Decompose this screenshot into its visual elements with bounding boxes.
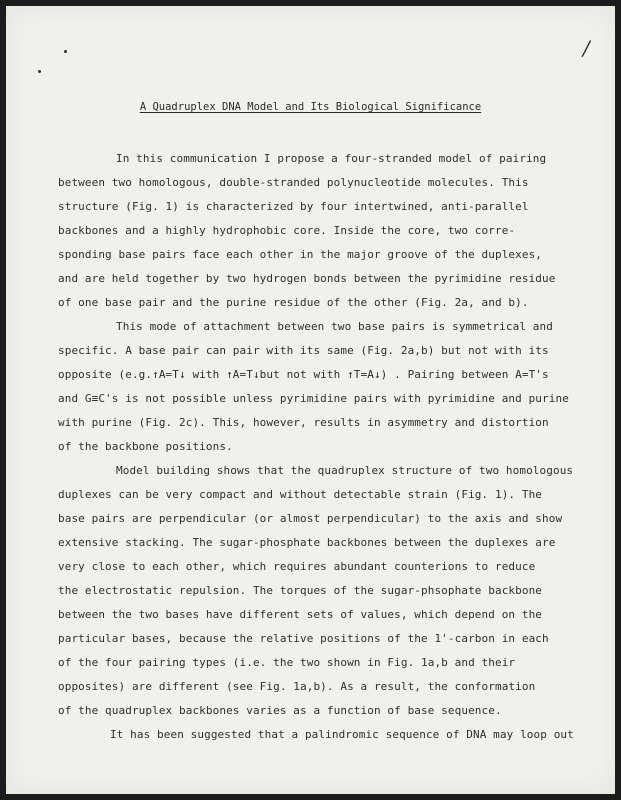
text-line: with purine (Fig. 2c). This, however, results in asymmetry and distortion xyxy=(58,416,549,429)
typewritten-page xyxy=(6,6,615,794)
text-line: extensive stacking. The sugar-phosphate backbones between the duplexes are xyxy=(58,536,556,549)
text-line: This mode of attachment between two base pairs is symmetrical and xyxy=(116,320,553,333)
ink-speck xyxy=(64,50,67,53)
text-line: opposites) are different (see Fig. 1a,b). As a result, the conformation xyxy=(58,680,536,693)
text-line: of the quadruplex backbones varies as a function of base sequence. xyxy=(58,704,502,717)
text-line: sponding base pairs face each other in the major groove of the duplexes, xyxy=(58,248,543,261)
page-number: / xyxy=(583,36,590,60)
text-line: very close to each other, which requires abundant counterions to reduce xyxy=(58,560,536,573)
text-line: specific. A base pair can pair with its same (Fig. 2a,b) but not with its xyxy=(58,344,549,357)
text-line: and G≡C's is not possible unless pyrimidine pairs with pyrimidine and purine xyxy=(58,392,569,405)
text-line: of one base pair and the purine residue of the other (Fig. 2a, and b). xyxy=(58,296,529,309)
text-line: In this communication I propose a four-stranded model of pairing xyxy=(116,152,547,165)
text-line: between two homologous, double-stranded polynucleotide molecules. This xyxy=(58,176,529,189)
text-line: duplexes can be very compact and without detectable strain (Fig. 1). The xyxy=(58,488,543,501)
text-line: backbones and a highly hydrophobic core. Inside the core, two corre- xyxy=(58,224,516,237)
text-line: structure (Fig. 1) is characterized by four intertwined, anti-parallel xyxy=(58,200,529,213)
text-line: of the backbone positions. xyxy=(58,440,233,453)
text-line: between the two bases have different sets of values, which depend on the xyxy=(58,608,543,621)
ink-speck xyxy=(38,70,41,73)
text-line: particular bases, because the relative positions of the 1'-carbon in each xyxy=(58,632,549,645)
text-line: opposite (e.g.↑A=T↓ with ↑A=T↓but not with ↑T=A↓) . Pairing between A=T's xyxy=(58,368,549,381)
text-line: base pairs are perpendicular (or almost perpendicular) to the axis and show xyxy=(58,512,563,525)
text-line: the electrostatic repulsion. The torques of the sugar-phsophate backbone xyxy=(58,584,543,597)
text-line: Model building shows that the quadruplex structure of two homologous xyxy=(116,464,574,477)
document-title: A Quadruplex DNA Model and Its Biological Significance xyxy=(139,101,482,113)
text-line: and are held together by two hydrogen bonds between the pyrimidine residue xyxy=(58,272,556,285)
text-line: It has been suggested that a palindromic sequence of DNA may loop out xyxy=(110,728,574,741)
text-line: of the four pairing types (i.e. the two shown in Fig. 1a,b and their xyxy=(58,656,516,669)
